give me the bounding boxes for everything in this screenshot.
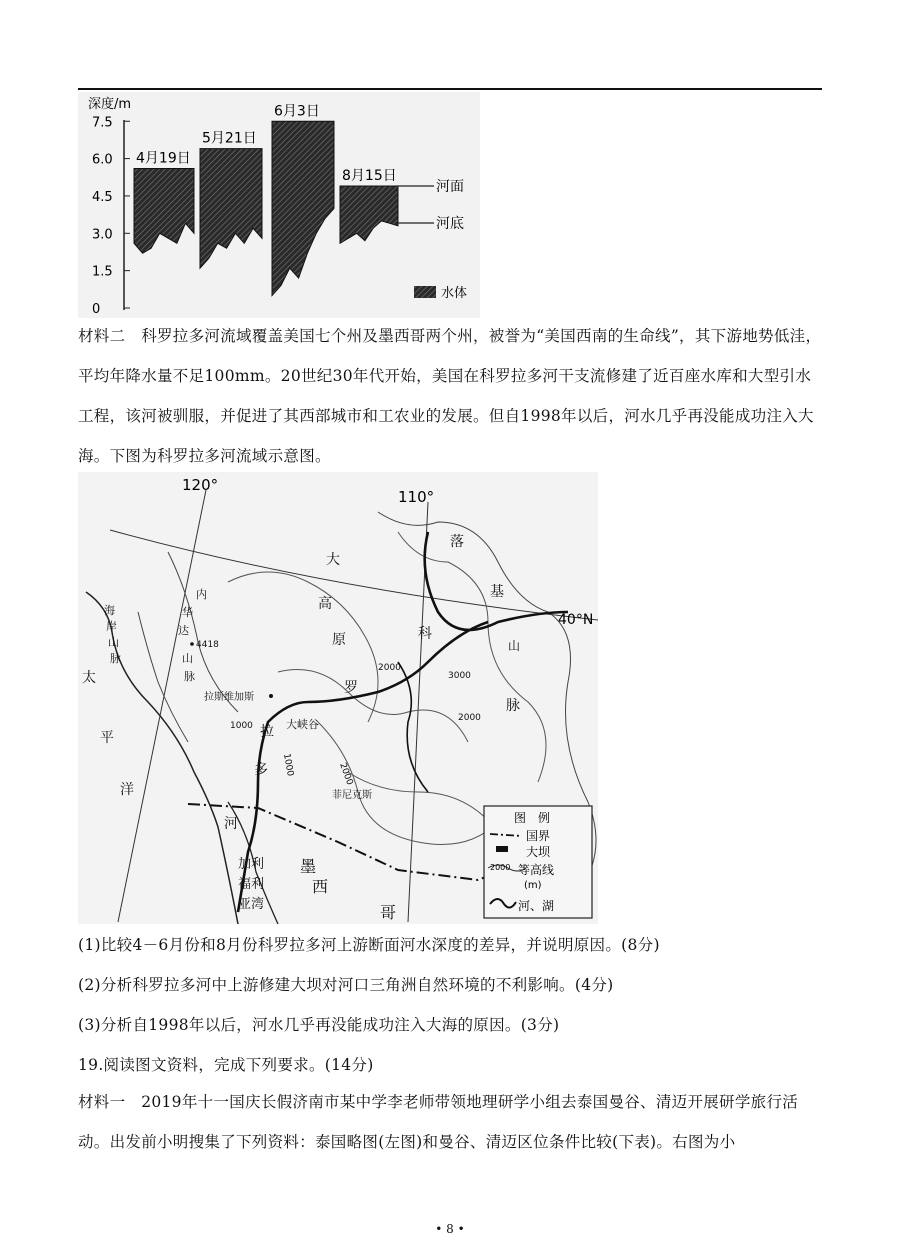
pacific-char-2: 平 bbox=[100, 730, 114, 746]
colorado-char-3: 拉 bbox=[260, 724, 274, 740]
top-rule bbox=[78, 88, 822, 90]
nevada-char-5: 脉 bbox=[184, 670, 195, 683]
contour-2000-c: 2000 bbox=[337, 761, 355, 787]
material2-paragraph: 材料二 科罗拉多河流域覆盖美国七个州及墨西哥两个州，被誉为“美国西南的生命线”，其下游地势低洼，平均年降水量不足100mm。20世纪30年代开始，美国在科罗拉多河干支流修建了近百座水库和大型引水工程，该河被驯服，并促进了其西部城市和工农业的发展。但自1998年以后，河水几乎再没能成功注入大海。下图为科罗拉多河流域示意图。 bbox=[78, 327, 822, 465]
legend-dam: 大坝 bbox=[526, 845, 551, 859]
y-tick-label: 1.5 bbox=[92, 264, 113, 280]
coast-char-1: 海 bbox=[104, 604, 115, 617]
colorado-char-2: 罗 bbox=[344, 680, 358, 696]
mexico-char-1: 墨 bbox=[300, 857, 317, 876]
page-number: • 8 • bbox=[435, 1222, 465, 1236]
nevada-char-1: 内 bbox=[196, 588, 207, 601]
map-svg bbox=[78, 472, 598, 924]
rocky-char-1: 落 bbox=[450, 534, 464, 550]
colorado-char-5: 河 bbox=[224, 816, 238, 832]
legend-contour-unit: (m) bbox=[524, 880, 542, 891]
peak-elevation: 4418 bbox=[196, 640, 219, 650]
contour-1000-a: 1000 bbox=[230, 721, 253, 731]
bed-annotation: 河底 bbox=[436, 216, 464, 232]
legend-contour-sample: 2000 bbox=[490, 863, 511, 872]
colorado-char-1: 科 bbox=[418, 626, 432, 642]
question-1: (1)比较4－6月份和8月份科罗拉多河上游断面河水深度的差异，并说明原因。(8分) bbox=[78, 936, 660, 954]
date-label-3: 6月3日 bbox=[274, 103, 320, 120]
gulf-line-2: 福利 bbox=[238, 877, 265, 892]
meridian-120: 120° bbox=[182, 476, 219, 494]
question-19-title: 19.阅读图文资料，完成下列要求。(14分) bbox=[78, 1056, 374, 1074]
surface-annotation: 河面 bbox=[436, 179, 464, 195]
legend-river-lake: 河、湖 bbox=[518, 899, 555, 913]
mexico-char-2: 西 bbox=[312, 877, 329, 896]
colorado-basin-map bbox=[78, 472, 598, 924]
las-vegas-label: 拉斯维加斯 bbox=[204, 692, 254, 703]
parallel-40n: 40°N bbox=[558, 612, 594, 628]
rocky-char-3: 山 bbox=[508, 639, 521, 653]
water-body-4 bbox=[340, 186, 398, 243]
contour-2000-b: 2000 bbox=[458, 713, 481, 723]
contour-3000: 3000 bbox=[448, 671, 471, 681]
y-tick-label: 6.0 bbox=[92, 152, 113, 168]
legend-swatch bbox=[414, 286, 436, 298]
contour-1000-b: 1000 bbox=[281, 752, 295, 778]
y-tick-label: 7.5 bbox=[92, 115, 113, 131]
water-body-1 bbox=[134, 169, 194, 254]
date-label-4: 8月15日 bbox=[342, 167, 397, 184]
coast-char-3: 山 bbox=[108, 636, 119, 649]
material1-paragraph: 材料一 2019年十一国庆长假济南市某中学李老师带领地理研学小组去泰国曼谷、清迈开展研学旅行活动。出发前小明搜集了下列资料：泰国略图(左图)和曼谷、清迈区位条件比较(下表)。右图为小 bbox=[78, 1093, 799, 1151]
plateau-char-2: 高 bbox=[318, 596, 332, 612]
rocky-char-2: 基 bbox=[490, 584, 504, 600]
mexico-char-3: 哥 bbox=[380, 903, 397, 922]
plateau-char-3: 原 bbox=[332, 632, 346, 648]
y-tick-label: 4.5 bbox=[92, 189, 113, 205]
question-3: (3)分析自1998年以后，河水几乎再没能成功注入大海的原因。(3分) bbox=[78, 1016, 560, 1034]
water-body-3 bbox=[272, 121, 334, 295]
y-tick-label: 0 bbox=[92, 302, 101, 317]
date-label-2: 5月21日 bbox=[202, 130, 257, 147]
legend-border: 国界 bbox=[526, 829, 551, 843]
meridian-110: 110° bbox=[398, 488, 435, 506]
y-tick-label: 3.0 bbox=[92, 227, 113, 243]
phoenix-label: 菲尼克斯 bbox=[332, 790, 372, 801]
gulf-line-1: 加利 bbox=[238, 857, 265, 872]
water-body-2 bbox=[200, 149, 262, 269]
colorado-char-4: 多 bbox=[254, 762, 268, 778]
coast-char-2: 岸 bbox=[106, 620, 117, 633]
depth-chart-figure bbox=[78, 92, 480, 318]
plateau-char-1: 大 bbox=[326, 552, 340, 568]
grand-canyon-label: 大峡谷 bbox=[286, 718, 319, 731]
contour-2000-a: 2000 bbox=[378, 663, 401, 673]
legend-title: 图 例 bbox=[514, 811, 551, 825]
pacific-char-1: 太 bbox=[82, 670, 96, 686]
map-legend bbox=[484, 806, 592, 918]
rocky-char-4: 脉 bbox=[506, 698, 520, 714]
nevada-char-2: 华 bbox=[182, 606, 193, 619]
legend-contour: 等高线 bbox=[518, 863, 555, 877]
question-2: (2)分析科罗拉多河中上游修建大坝对河口三角洲自然环境的不利影响。(4分) bbox=[78, 976, 614, 994]
gulf-line-3: 亚湾 bbox=[238, 897, 265, 912]
nevada-char-3: 达 bbox=[178, 624, 189, 637]
nevada-char-4: 山 bbox=[182, 652, 193, 665]
date-label-1: 4月19日 bbox=[136, 150, 191, 167]
legend-label: 水体 bbox=[441, 286, 468, 301]
depth-chart bbox=[78, 92, 480, 318]
y-axis-label: 深度/m bbox=[88, 97, 132, 112]
coast-char-4: 脉 bbox=[110, 652, 121, 665]
pacific-char-3: 洋 bbox=[120, 782, 134, 798]
